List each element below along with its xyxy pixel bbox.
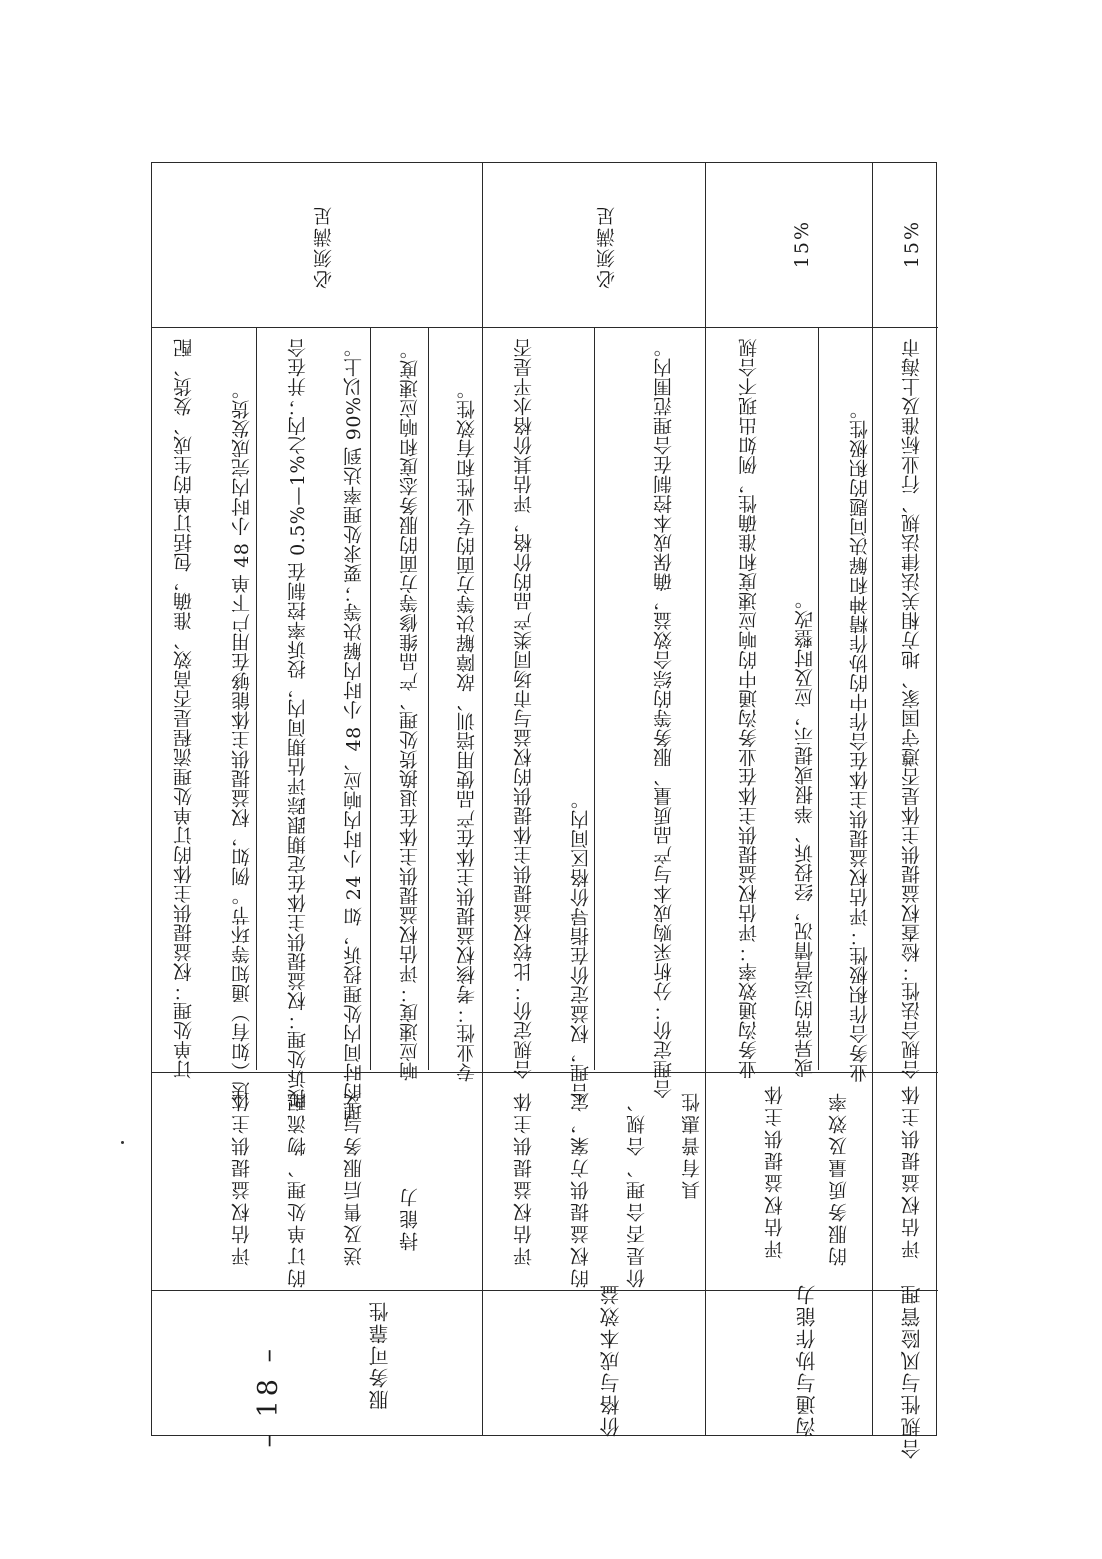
- detail-line: 专业性：考核权益提供主体在产品使用培训、故障解决等方面的专业性和有效性。: [456, 380, 478, 1082]
- detail-line: 或异常的运营情况，经投诉、举报或提示，应及时整改。: [794, 590, 816, 1078]
- subrow-divider: [818, 327, 819, 1070]
- subrow-divider: [370, 327, 371, 1070]
- subrow-divider: [256, 327, 257, 1070]
- detail-line: 合理定价：分析采购成本与产品质量、服务等的综合效益，确保成本控制在合理范围内。: [653, 338, 675, 1099]
- detail-line: 送（如有）通知等环节。例如，权益提供主体能够在用户下单 48 小时内完成发货。: [231, 380, 253, 1101]
- page-number: – 18 –: [253, 1345, 284, 1448]
- requirement-label: 必须满足: [313, 205, 335, 289]
- description-line: 评估权益提供主体: [764, 1083, 786, 1259]
- detail-line: 业务合作积极性：评估权益提供主体在合作中的协作精神和解决问题的积极性。: [849, 400, 871, 1083]
- description-line: 评估权益提供主体: [513, 1090, 535, 1266]
- description-line: 具有普惠性: [681, 1090, 703, 1200]
- requirement-label: 15%: [901, 220, 923, 269]
- row-divider: [705, 163, 706, 1435]
- detail-line: 业务沟通效率：评估权益提供主体在业务沟通中的响应速度和准确性，例如出现不合规: [738, 338, 760, 1079]
- criterion-label: 合规性与风险管理: [900, 1283, 924, 1459]
- description-line: 的服务质量及效率: [828, 1090, 850, 1266]
- column-divider: [152, 1290, 938, 1291]
- detail-line: 合规合法性：检查权益提供主体是否遵守国家、地方相关法律法规、行业标准及上海市: [901, 338, 923, 1079]
- row-divider: [872, 163, 873, 1435]
- detail-line: 理的时间内处理投诉，如 24 小时内响应、48 小时内解决等；要求处理率达到 90%以上。: [343, 338, 365, 1122]
- scan-speck: [121, 1141, 124, 1144]
- column-divider: [152, 1072, 938, 1073]
- detail-line: 合规定价：比较权益提供主体提供的权益与市场同类产品的价格，评估其价格水平是否: [513, 338, 535, 1079]
- detail-line: 订单处理：权益提供主体的订单处理流程是否高效、准确，包括订单的生成、发货、配: [173, 338, 195, 1079]
- description-line: 的订单处理、物流配: [287, 1090, 309, 1288]
- subrow-divider: [594, 327, 595, 1070]
- subrow-divider: [428, 327, 429, 1070]
- detail-line: 响应速度：评估权益提供主体在退换货处理、产品维修等方面的服务态度和响应速度。: [399, 340, 421, 1081]
- row-divider: [482, 163, 483, 1435]
- description-line: 价是否合理、合规、: [626, 1090, 648, 1288]
- detail-line: 合理，权益定价在指导价格区间内。: [570, 790, 592, 1102]
- description-line: 持能力: [399, 1185, 421, 1251]
- requirement-label: 必须满足: [596, 205, 618, 289]
- description-line: 的权益提供方案，定: [570, 1090, 592, 1288]
- description-line: 评估权益提供主体: [901, 1083, 923, 1259]
- evaluation-table: [151, 162, 937, 1436]
- description-line: 评估权益提供主体: [231, 1090, 253, 1266]
- requirement-label: 15%: [791, 220, 813, 269]
- criterion-label: 价格与成本效益: [599, 1283, 623, 1437]
- criterion-label: 服务可靠性: [368, 1300, 392, 1410]
- detail-line: 投诉处理：权益提供主体在定期跟踪评估期间内，投诉率控制在 0.5%—1%之内；并在合: [287, 338, 309, 1109]
- column-divider: [152, 327, 938, 328]
- criterion-label: 沟通与协作能力: [795, 1283, 819, 1437]
- description-line: 送及售后服务与支: [343, 1090, 365, 1266]
